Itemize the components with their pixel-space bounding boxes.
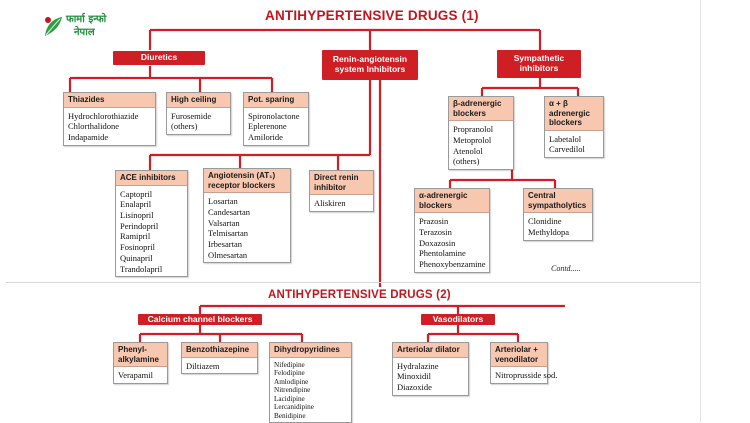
drug-item: Candesartan [208, 206, 251, 217]
category-sympathetic: Sympathetic inhibitors [497, 50, 581, 78]
drug-list [415, 213, 489, 272]
drug-item: Perindopril [120, 220, 159, 231]
drug-item: Furosemide [171, 110, 212, 121]
drug-item: Olmesartan [208, 249, 248, 260]
drug-item: Nitrendipine [274, 386, 311, 395]
box-arteriolar-venodilator [490, 342, 558, 384]
box-high-ceiling [166, 92, 231, 135]
drug-item: Clonidine [528, 216, 562, 227]
drug-item: Prazosin [419, 216, 449, 227]
logo-line-1: फार्मा इन्फो [66, 14, 107, 25]
box-heading: Arteriolar dilator [393, 343, 468, 358]
box-heading: β-adrenergic blockers [449, 97, 513, 121]
page-edge [700, 0, 701, 422]
drug-item: (others) [453, 156, 480, 167]
drug-item: Minoxidil [397, 371, 432, 382]
box-arteriolar-dilator [392, 342, 469, 396]
drug-item: Metoprolol [453, 134, 492, 145]
box-heading: Angiotensin (AT₁) receptor blockers [204, 169, 290, 193]
drug-item: Spironolactone [248, 110, 300, 121]
drug-list [244, 108, 308, 145]
category-diuretics: Diuretics [113, 51, 205, 65]
drug-item: Trandolapril [120, 263, 163, 274]
box-heading: High ceiling [167, 93, 230, 108]
drug-list [64, 108, 155, 145]
drug-item: Losartan [208, 196, 238, 207]
drug-item: Diltiazem [186, 360, 220, 371]
box-alpha-beta-blockers [544, 96, 604, 158]
drug-list [545, 131, 603, 157]
box-dihydropyridines [269, 342, 352, 423]
drug-item: Terazosin [419, 226, 452, 237]
box-heading: Benzothiazepine [182, 343, 257, 358]
drug-item: Methyldopa [528, 226, 570, 237]
category-vasodilators: Vasodilators [421, 314, 495, 325]
box-benzothiazepine [181, 342, 258, 374]
drug-list [182, 358, 257, 374]
box-heading: ACE inhibitors [116, 171, 187, 186]
drug-item: (others) [171, 121, 198, 132]
box-heading: α + β adrenergic blockers [545, 97, 603, 131]
drug-item: Felodipine [274, 369, 305, 378]
drug-item: Enalapril [120, 199, 152, 210]
drug-item: Carvedilol [549, 144, 585, 155]
drug-list [204, 193, 290, 262]
drug-item: Verapamil [118, 370, 153, 381]
drug-item: Benidipine [274, 411, 306, 420]
drug-item: Ramipril [120, 231, 151, 242]
pharma-info-nepal-logo [42, 14, 106, 39]
section-divider [6, 282, 700, 283]
drug-item: Hydrochlorothiazide [68, 110, 139, 121]
box-at1-blockers [203, 168, 291, 263]
drug-item: Chlorthalidone [68, 121, 119, 132]
category-calcium-channel-blockers: Calcium channel blockers [138, 314, 262, 325]
box-phenylalkylamine [113, 342, 168, 384]
drug-list [310, 195, 373, 211]
drug-item: Nifedipine [274, 360, 305, 369]
drug-item: Telmisartan [208, 228, 249, 239]
drug-item: Valsartan [208, 217, 240, 228]
drug-list [114, 367, 167, 383]
section-title: ANTIHYPERTENSIVE DRUGS (2) [268, 289, 451, 301]
drug-list [524, 213, 592, 239]
drug-item: Indapamide [68, 132, 109, 142]
drug-item: Phentolamine [419, 248, 466, 259]
box-direct-renin-inhibitor [309, 170, 374, 212]
drug-list [449, 121, 513, 169]
leaf-icon [42, 14, 64, 38]
drug-item: Lercanidipine [274, 403, 314, 412]
drug-item: Irbesartan [208, 239, 242, 249]
box-heading: Direct renin inhibitor [310, 171, 373, 195]
drug-list [393, 358, 468, 395]
continued-note: Contd..... [551, 264, 581, 273]
drug-item: Lacidipine [274, 394, 305, 403]
box-thiazides [63, 92, 156, 146]
drug-item: Captopril [120, 188, 153, 199]
box-heading: Dihydropyridines [270, 343, 351, 358]
box-heading: Arteriolar + venodilator [491, 343, 547, 367]
drug-item: Lisinopril [120, 210, 154, 220]
drug-item: Propranolol [453, 124, 494, 135]
drug-item: Doxazosin [419, 237, 456, 248]
box-heading: Central sympatholytics [524, 189, 592, 213]
drug-item: Amiloride [248, 132, 283, 142]
drug-item: Quinapril [120, 252, 153, 263]
drug-item: Eplerenone [248, 121, 287, 132]
box-heading: Phenyl-alkylamine [114, 343, 167, 367]
drug-item: Nitroprusside sod. [495, 370, 558, 381]
box-heading: α-adrenergic blockers [415, 189, 489, 213]
drug-item: Phenoxybenzamine [419, 259, 486, 269]
drug-item: Diazoxide [397, 382, 432, 392]
drug-list [167, 108, 230, 134]
logo-line-2: नेपाल [74, 26, 95, 38]
drug-list [116, 186, 187, 277]
drug-item: Hydralazine [397, 360, 439, 371]
drug-list [270, 358, 351, 422]
drug-item: Amlodipine [274, 377, 309, 386]
drug-list [491, 367, 558, 383]
page-title: ANTIHYPERTENSIVE DRUGS (1) [265, 8, 479, 23]
box-heading: Pot. sparing [244, 93, 308, 108]
box-beta-blockers [448, 96, 514, 170]
drug-item: Aliskiren [314, 198, 346, 209]
drug-item: Atenolol [453, 145, 483, 156]
drug-item: Fosinopril [120, 242, 155, 253]
box-alpha-blockers [414, 188, 490, 273]
drug-item: Labetalol [549, 133, 582, 144]
category-renin-angiotensin: Renin-angiotensin system Inhibitors [322, 50, 418, 80]
box-ace-inhibitors [115, 170, 188, 277]
box-heading: Thiazides [64, 93, 155, 108]
box-central-sympatholytics [523, 188, 593, 241]
box-pot-sparing [243, 92, 309, 146]
